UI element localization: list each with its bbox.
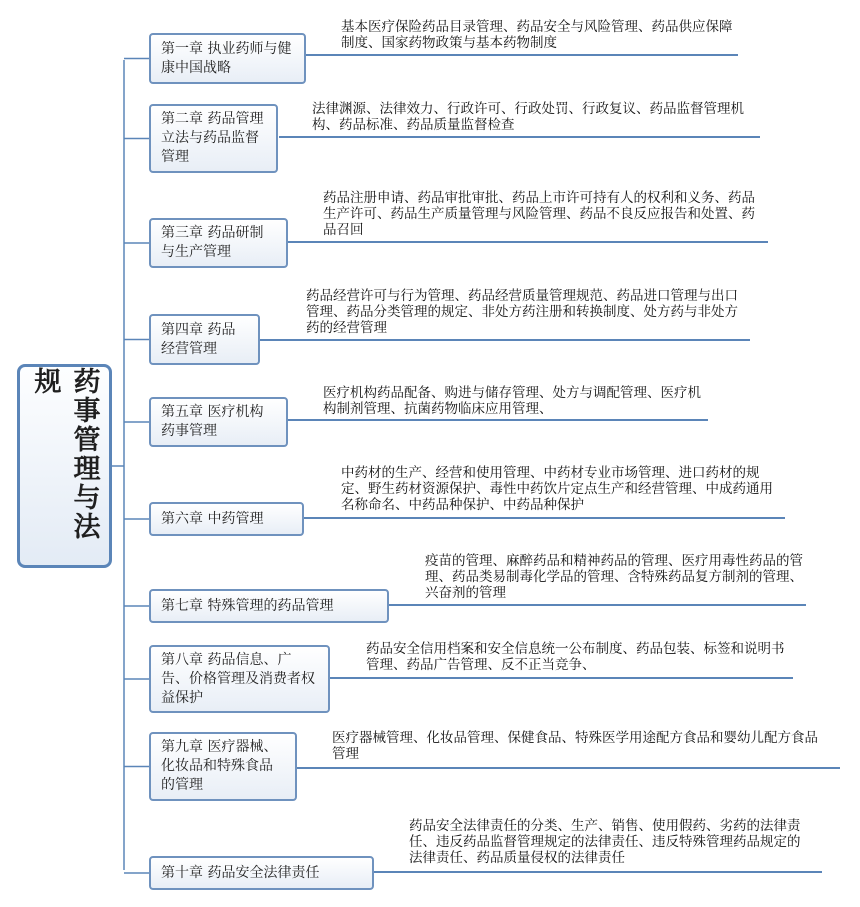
chapter-node	[149, 856, 374, 890]
chapter-topics: 药品注册申请、药品审批审批、药品上市许可持有人的权利和义务、药品生产许可、药品生产质量管理与风险管理、药品不良反应报告和处置、药品召回	[323, 190, 755, 238]
chapter-title: 第三章 药品研制与生产管理	[161, 225, 264, 260]
chapter-topics: 药品安全法律责任的分类、生产、销售、使用假药、劣药的法律责任、违反药品监督管理规定的法律责任、违反特殊管理药品规定的法律责任、药品质量侵权的法律责任	[409, 818, 801, 866]
chapter-topics: 法律渊源、法律效力、行政许可、行政处罚、行政复议、药品监督管理机构、药品标准、药品质量监督检查	[312, 101, 744, 133]
chapter-topics: 药品安全信用档案和安全信息统一公布制度、药品包装、标签和说明书管理、药品广告管理、反不正当竞争、	[366, 641, 785, 673]
root-node	[17, 364, 112, 568]
chapter-title: 第一章 执业药师与健康中国战略	[161, 40, 292, 76]
chapter-node	[149, 645, 330, 713]
root-title: 药事管理与法规	[29, 367, 100, 541]
chapter-title: 第七章 特殊管理的药品管理	[161, 597, 334, 614]
chapter-topics: 基本医疗保险药品目录管理、药品安全与风险管理、药品供应保障制度、国家药物政策与基本药物制度	[341, 19, 733, 51]
chapter-topics: 药品经营许可与行为管理、药品经营质量管理规范、药品进口管理与出口管理、药品分类管理的规定、非处方药注册和转换制度、处方药与非处方药的经营管理	[306, 288, 738, 336]
chapter-title: 第五章 医疗机构药事管理	[161, 404, 264, 439]
chapter-node	[149, 732, 297, 801]
chapter-node	[149, 218, 288, 268]
chapter-title: 第九章 医疗器械、化妆品和特殊食品的管理	[161, 739, 278, 793]
chapter-topics: 医疗机构药品配备、购进与储存管理、处方与调配管理、医疗机构制剂管理、抗菌药物临床应用管理、	[323, 385, 701, 417]
chapter-title: 第十章 药品安全法律责任	[161, 864, 320, 881]
chapter-title: 第六章 中药管理	[161, 510, 264, 527]
chapter-title: 第二章 药品管理立法与药品监督管理	[161, 111, 264, 165]
chapter-node	[149, 502, 304, 536]
chapter-topics: 疫苗的管理、麻醉药品和精神药品的管理、医疗用毒性药品的管理、药品类易制毒化学品的管理、含特殊药品复方制剂的管理、兴奋剂的管理	[425, 553, 803, 601]
chapter-node	[149, 397, 288, 447]
chapter-title: 第四章 药品经营管理	[161, 321, 236, 357]
chapter-node	[149, 589, 389, 623]
chapter-topics: 中药材的生产、经营和使用管理、中药材专业市场管理、进口药材的规定、野生药材资源保护、毒性中药饮片定点生产和经营管理、中成药通用名称命名、中药品种保护、中药品种保护	[341, 465, 773, 513]
chapter-topics: 医疗器械管理、化妆品管理、保健食品、特殊医学用途配方食品和婴幼儿配方食品管理	[332, 730, 818, 762]
chapter-node	[149, 33, 306, 84]
chapter-node	[149, 314, 260, 365]
chapter-title: 第八章 药品信息、广告、价格管理及消费者权益保护	[161, 651, 315, 706]
chapter-node	[149, 104, 278, 173]
